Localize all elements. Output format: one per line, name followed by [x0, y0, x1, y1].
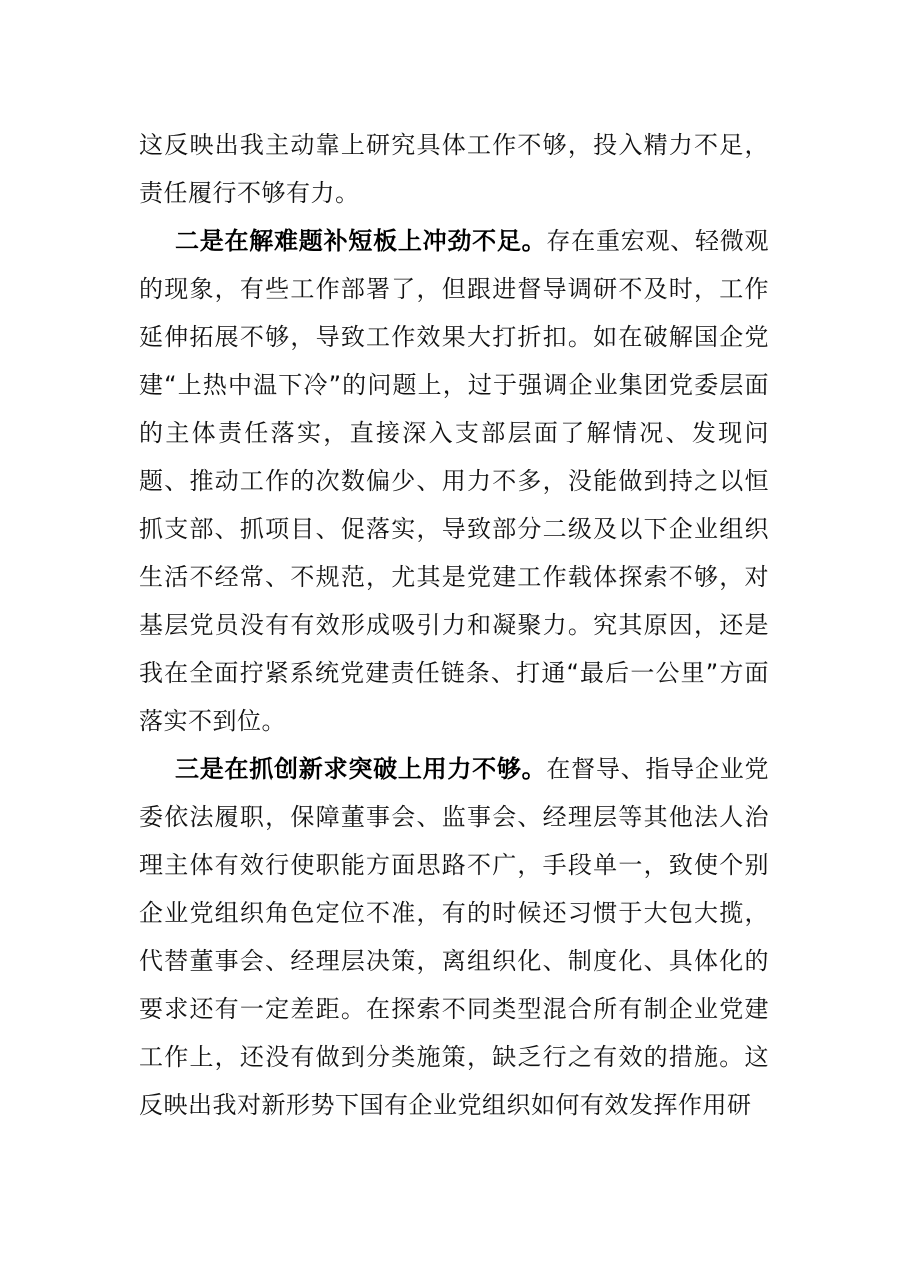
- paragraph-continued: [139, 121, 769, 217]
- document-body: [139, 121, 769, 1129]
- paragraph-text: 在督导、指导企业党委依法履职，保障董事会、监事会、经理层等其他法人治理主体有效行使职能方面思路不广，手段单一，致使个别企业党组织角色定位不准，有的时候还习惯于大包大揽，代替董事会、经理层决策，离组织化、制度化、具体化的要求还有一定差距。在探索不同类型混合所有制企业党建工作上，还没有做到分类施策，缺乏行之有效的措施。这反映出我对新形势下国有企业党组织如何有效发挥作用研: [139, 755, 770, 1119]
- paragraph-point-three: [139, 745, 769, 1129]
- paragraph-text: 这反映出我主动靠上研究具体工作不够，投入精力不足，责任履行不够有力。: [139, 131, 769, 207]
- paragraph-text: 存在重宏观、轻微观的现象，有些工作部署了，但跟进督导调研不及时，工作延伸拓展不够，导致工作效果大打折扣。如在破解国企党建“上热中温下冷”的问题上，过于强调企业集团党委层面的主体责任落实，直接深入支部层面了解情况、发现问题、推动工作的次数偏少、用力不多，没能做到持之以恒抓支部、抓项目、促落实，导致部分二级及以下企业组织生活不经常、不规范，尤其是党建工作载体探索不够，对基层党员没有有效形成吸引力和凝聚力。究其原因，还是我在全面拧紧系统党建责任链条、打通“最后一公里”方面落实不到位。: [139, 227, 770, 735]
- paragraph-point-two: [139, 217, 769, 745]
- paragraph-lead-heading: 三是在抓创新求突破上用力不够。: [175, 755, 547, 783]
- paragraph-lead-heading: 二是在解难题补短板上冲劲不足。: [175, 227, 547, 255]
